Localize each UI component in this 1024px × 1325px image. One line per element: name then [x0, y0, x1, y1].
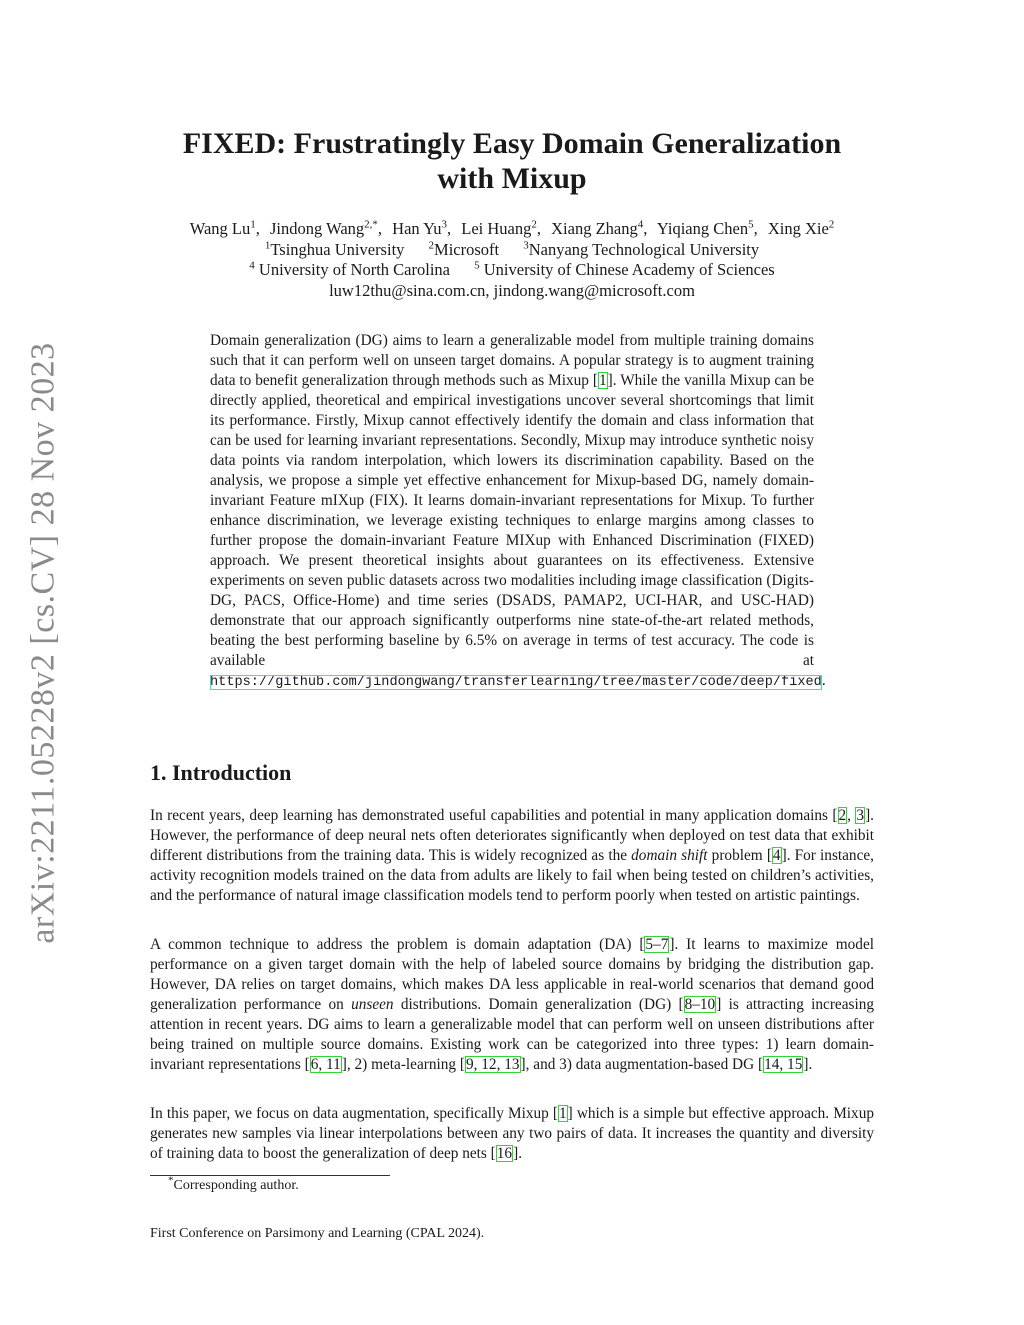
- citation-link[interactable]: 1: [598, 372, 607, 389]
- affiliation: Tsinghua University: [270, 240, 405, 259]
- citation-link[interactable]: 16: [496, 1145, 513, 1162]
- affiliation: Nanyang Technological University: [528, 240, 760, 259]
- title-line-1: FIXED: Frustratingly Easy Domain Generalization: [182, 127, 842, 160]
- author: Yiqiang Chen$^5$,: [656, 218, 758, 238]
- footnote-rule: [150, 1175, 390, 1176]
- abstract: Domain generalization (DG) aims to learn a generalizable model from multiple training domains such that it can perform well on unseen target domains. A popular strategy is to augment training data to benefit generalization through methods such as Mixup [1]. While the vanilla Mixup can be directly applied, theoretical and empirical investigations uncover several shortcomings that limit its performance. Firstly, Mixup cannot effectively identify the domain and class information that can be used for learning invariant representations. Secondly, Mixup may introduce synthetic noisy data points via random interpolation, which lowers its discrimination capability. Based on the analysis, we propose a simple yet effective enhancement for Mixup-based DG, namely domain-invariant Feature mIXup (FIX). It learns domain-invariant representations for Mixup. To further enhance discrimination, we leverage existing techniques to enlarge margins among classes to further propose the domain-invariant Feature MIXup with Enhanced Discrimination (FIXED) approach. We present theoretical insights about guarantees on its effectiveness. Extensive experiments on seven public datasets across two modalities including image classification (Digits-DG, PACS, Office-Home) and time series (DSADS, PAMAP2, UCI-HAR, and USC-HAD) demonstrate that our approach significantly outperforms nine state-of-the-art related methods, beating the best performing baseline by 6.5% on average in terms of test accuracy. The code is available at https://github.com/jindongwang/transferlearning/tree/master/code/deep/fixed.: [210, 332, 826, 690]
- citation-link[interactable]: 5–7: [645, 936, 669, 953]
- intro-paragraph-2: A common technique to address the problem is domain adaptation (DA) [5–7]. It learns to maximize model performance on a given target domain with the help of labeled source domains by bridging the distribution gap. However, DA relies on target domains, which makes DA less applicable in real-world scenarios that demand good generalization performance on unseen distributions. Domain generalization (DG) [8–10] is attracting increasing attention in recent years. DG aims to learn a generalizable model that can perform well on unseen distributions after being trained on multiple source domains. Existing work can be categorized into three types: 1) learn domain-invariant representations [6, 11], 2) meta-learning [9, 12, 13], and 3) data augmentation-based DG [14, 15].: [150, 936, 874, 1073]
- author-emails[interactable]: luw12thu@sina.com.cn, jindong.wang@microsoft.com: [329, 281, 695, 300]
- citation-link[interactable]: 6, 11: [310, 1056, 341, 1073]
- author: Wang Lu$^1$,: [189, 218, 260, 238]
- citation-link[interactable]: 2: [838, 807, 847, 824]
- arxiv-stamp: [8, 341, 80, 944]
- author: Jindong Wang$^{2,*}$,: [270, 218, 383, 238]
- paper-title: [150, 126, 874, 196]
- citation-link[interactable]: 14, 15: [764, 1056, 803, 1073]
- section-heading: 1. Introduction: [150, 760, 292, 785]
- citation-link[interactable]: 3: [856, 807, 865, 824]
- author: Lei Huang$^2$,: [461, 218, 541, 238]
- affiliation-line-1: $^1$Tsinghua University $^2$Microsoft $^3$Nanyang Technological University: [264, 239, 760, 259]
- citation-link[interactable]: 4: [772, 847, 781, 864]
- affiliation-line-2: $^4$ University of North Carolina $^5$ University of Chinese Academy of Sciences: [249, 259, 775, 279]
- intro-paragraph-1: In recent years, deep learning has demonstrated useful capabilities and potential in many application domains [2, 3]. However, the performance of deep neural nets often deteriorates significantly when deployed on test data that exhibit different distributions from the training data. This is widely recognized as the domain shift problem [4]. For instance, activity recognition models trained on the data from adults are likely to fail when being tested on children’s activities, and the performance of natural image classification models tend to perform poorly when tested on artistic paintings.: [150, 807, 874, 904]
- venue-footer: First Conference on Parsimony and Learning (CPAL 2024).: [150, 1226, 485, 1241]
- footnote: *Corresponding author.: [168, 1174, 299, 1193]
- affiliation: University of Chinese Academy of Sciences: [483, 260, 775, 279]
- intro-paragraph-3: In this paper, we focus on data augmentation, specifically Mixup [1] which is a simple but effective approach. Mixup generates new samples via linear interpolations between any two pairs of data. It increases the quantity and diversity of training data to boost the generalization of deep nets [16].: [150, 1105, 874, 1162]
- citation-link[interactable]: 1: [559, 1105, 567, 1122]
- arxiv-id[interactable]: arXiv:2211.05228v2 [cs.CV] 28 Nov 2023: [25, 341, 63, 944]
- citation-link[interactable]: 8–10: [684, 996, 716, 1013]
- affiliation: Microsoft: [434, 240, 500, 259]
- code-url-link[interactable]: https://github.com/jindongwang/transferlearning/tree/master/code/deep/fixed: [210, 675, 822, 690]
- author: Xing Xie$^2$: [767, 218, 835, 238]
- author: Xiang Zhang$^4$,: [551, 218, 648, 238]
- title-line-2: with Mixup: [437, 162, 587, 195]
- citation-link[interactable]: 9, 12, 13: [465, 1056, 520, 1073]
- author-list: [150, 219, 874, 239]
- affiliation: University of North Carolina: [258, 260, 450, 279]
- author: Han Yu$^3$,: [392, 218, 452, 238]
